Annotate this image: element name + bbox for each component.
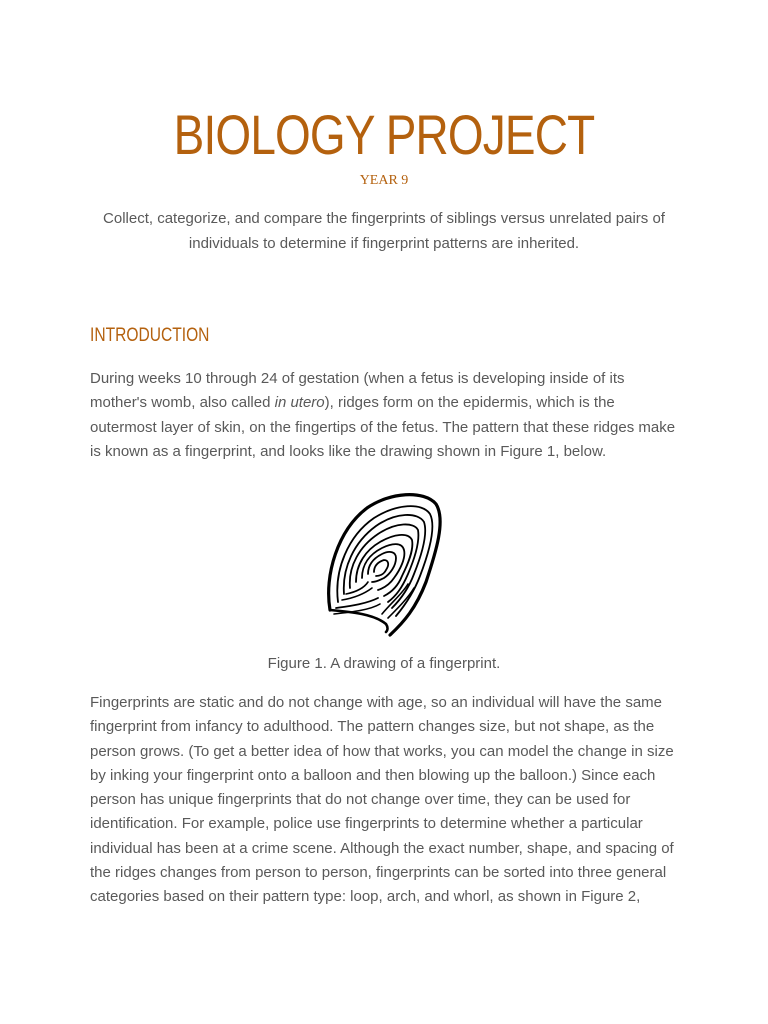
para1-text-end: ), ridges form on the epidermis, which is the outermost layer of skin, on the fingertips of the fetus. The pattern that these ridges make is known as a fingerprint, and looks like the drawing shown in Figure 1, below. (90, 394, 676, 460)
fingerprint-figure (322, 490, 446, 640)
figure-caption: Figure 1. A drawing of a fingerprint. (267, 655, 501, 672)
para1-text-start: During weeks 10 through 24 of gestation (when a fetus is developing inside of its mother's womb, also called (90, 370, 625, 412)
introduction-paragraph-1 (90, 367, 682, 464)
introduction-paragraph-2: Fingerprints are static and do not change with age, so an individual will have the same fingerprint from infancy to adulthood. The pattern changes size, but not shape, as the person grows. (To get a better idea of how that works, you can model the change in size by inking your fingerprint onto a balloon and then blowing up the balloon.) Since each person has unique fingerprints that do not change over time, they can be used for identification. For example, police use fingerprints to determine whether a particular individual has been at a crime scene. Although the exact number, shape, and spacing of the ridges changes from person to person, fingerprints can be sorted into three general categories based on their pattern type: loop, arch, and whorl, as shown in Figure 2, (90, 694, 674, 906)
fingerprint-icon (322, 490, 446, 640)
page-subtitle: YEAR 9 (359, 173, 409, 188)
section-heading-introduction: INTRODUCTION (90, 325, 210, 346)
page-title: BIOLOGY PROJECT (173, 103, 595, 166)
para1-italic-term: in utero (274, 394, 325, 412)
lead-paragraph: Collect, categorize, and compare the fingerprints of siblings versus unrelated pairs of individuals to determine if fingerprint patterns are inherited. (103, 210, 665, 252)
